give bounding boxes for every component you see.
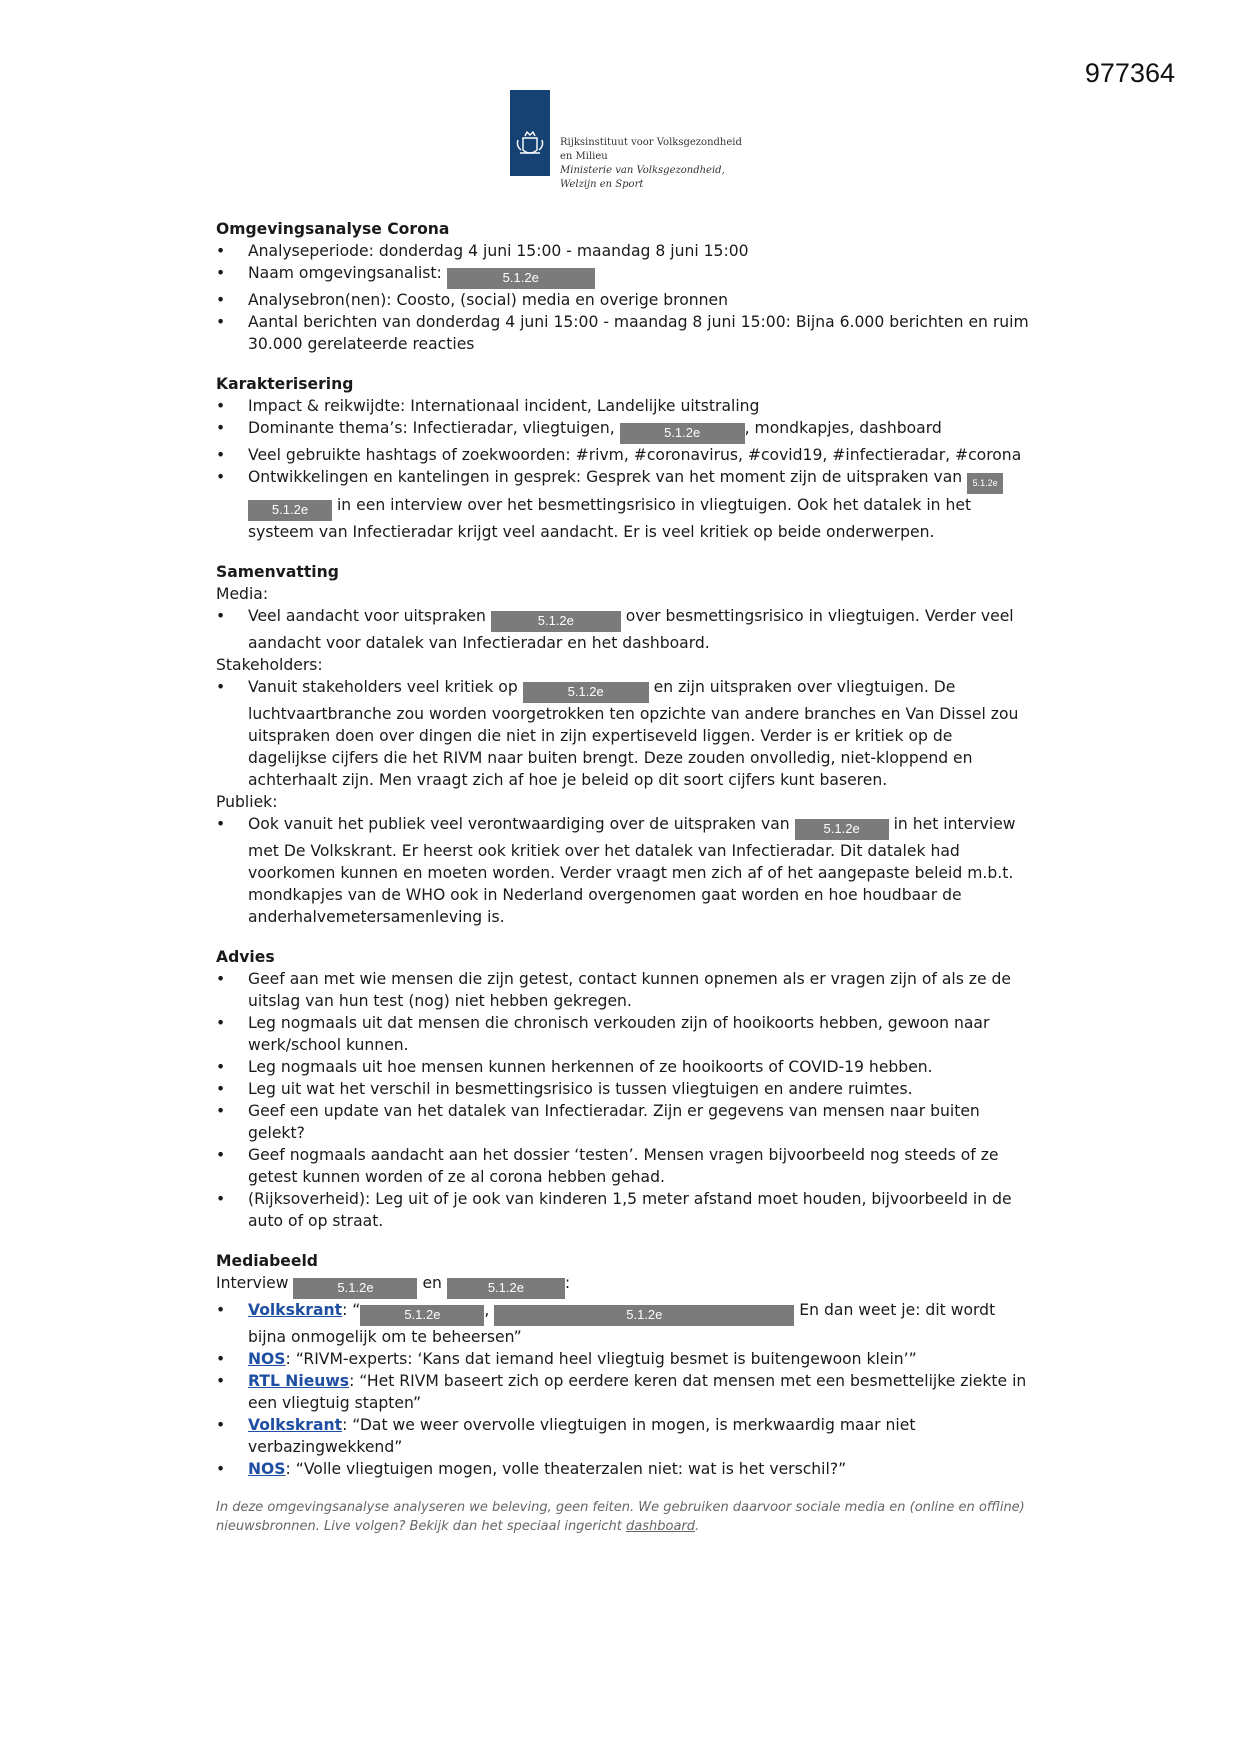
list-item: • Impact & reikwijdte: Internationaal incident, Landelijke uitstraling <box>216 395 1036 417</box>
logo-org-line2: en Milieu <box>560 151 608 162</box>
interview-line: Interview 5.1.2e en 5.1.2e : <box>216 1272 1036 1299</box>
logo-org-line1: Rijksinstituut voor Volksgezondheid <box>560 137 742 148</box>
volkskrant-link[interactable]: Volkskrant <box>248 1301 343 1319</box>
list-item: • Aantal berichten van donderdag 4 juni 15:00 - maandag 8 juni 15:00: Bijna 6.000 berichten en ruim 30.000 gerelateerde reacties <box>216 311 1036 355</box>
volkskrant-link[interactable]: Volkskrant <box>248 1416 343 1434</box>
redaction-box: 5.1.2e <box>447 1278 565 1299</box>
section-title: Mediabeeld <box>216 1252 318 1270</box>
stakeholders-list <box>216 676 1036 791</box>
media-label: Media: <box>216 585 269 603</box>
list-item: • NOS: “Volle vliegtuigen mogen, volle theaterzalen niet: wat is het verschil?” <box>216 1458 1036 1480</box>
list-item: • Leg nogmaals uit hoe mensen kunnen herkennen of ze hooikoorts of COVID-19 hebben. <box>216 1056 1036 1078</box>
list-item: • Geef een update van het datalek van Infectieradar. Zijn er gegevens van mensen naar buiten gelekt? <box>216 1100 1036 1144</box>
list-item: • Analysebron(nen): Coosto, (social) media en overige bronnen <box>216 289 1036 311</box>
redaction-box: 5.1.2e <box>494 1305 794 1326</box>
redaction-box: 5.1.2e <box>491 611 621 632</box>
section-mediabeeld <box>216 1250 1036 1480</box>
list-item: • NOS: “RIVM-experts: ‘Kans dat iemand heel vliegtuig besmet is buitengewoon klein’” <box>216 1348 1036 1370</box>
redaction-box: 5.1.2e <box>293 1278 417 1299</box>
mediabeeld-list <box>216 1299 1036 1480</box>
list-item: • Analyseperiode: donderdag 4 juni 15:00 - maandag 8 juni 15:00 <box>216 240 1036 262</box>
list-item: • Veel aandacht voor uitspraken 5.1.2e over besmettingsrisico in vliegtuigen. Verder veel aandacht voor datalek van Infectieradar en het dashboard. <box>216 605 1036 654</box>
footer-note: In deze omgevingsanalyse analyseren we beleving, geen feiten. We gebruiken daarvoor sociale media en (online en offline) nieuwsbronnen. Live volgen? Bekijk dan het speciaal ingericht dashboard. <box>216 1500 1025 1534</box>
redaction-box: 5.1.2e <box>620 423 745 444</box>
redaction-box: 5.1.2e <box>248 500 332 521</box>
list-item: • Geef aan met wie mensen die zijn getest, contact kunnen opnemen als er vragen zijn of als ze de uitslag van hun test (nog) niet hebben gekregen. <box>216 968 1036 1012</box>
section-samenvatting <box>216 561 1036 928</box>
crest-icon <box>510 90 550 176</box>
logo-ministry-line1: Ministerie van Volksgezondheid, <box>560 165 725 176</box>
publiek-list <box>216 813 1036 928</box>
list-item: • Ook vanuit het publiek veel verontwaardiging over de uitspraken van 5.1.2e in het interview met De Volkskrant. Er heerst ook kritiek over het datalek van Infectieradar. Dit datalek had voorkomen kunnen en moeten worden. Verder vraagt men zich af of het aangepaste beleid m.b.t. mondkapjes van de WHO ook in Nederland overgenomen gaat worden en hoe houdbaar de anderhalvemetersamenleving is. <box>216 813 1036 928</box>
document-number: 977364 <box>1084 58 1175 88</box>
section-title: Samenvatting <box>216 563 339 581</box>
list-item: • Ontwikkelingen en kantelingen in gesprek: Gesprek van het moment zijn de uitspraken van 5.1.2e 5.1.2e in een interview over het besmettingsrisico in vliegtuigen. Ook het datalek in het systeem van Infectieradar krijgt veel aandacht. Er is veel kritiek op beide onderwerpen. <box>216 466 1036 543</box>
section-title: Advies <box>216 948 275 966</box>
list-item: • (Rijksoverheid): Leg uit of je ook van kinderen 1,5 meter afstand moet houden, bijvoorbeeld in de auto of op straat. <box>216 1188 1036 1232</box>
publiek-label: Publiek: <box>216 793 278 811</box>
advice-list <box>216 968 1036 1232</box>
redaction-box: 5.1.2e <box>795 819 889 840</box>
section-advies <box>216 946 1036 1232</box>
list-item: • Volkskrant: “ 5.1.2e , 5.1.2e En dan weet je: dit wordt bijna onmogelijk om te beheersen” <box>216 1299 1036 1348</box>
rivm-logo <box>510 90 770 200</box>
list-item: • Veel gebruikte hashtags of zoekwoorden: #rivm, #coronavirus, #covid19, #infectieradar, #corona <box>216 444 1036 466</box>
document-body <box>216 218 1036 1536</box>
analysis-list <box>216 240 1036 355</box>
redaction-box: 5.1.2e <box>360 1305 484 1326</box>
media-list <box>216 605 1036 654</box>
section-omgevingsanalyse <box>216 218 1036 355</box>
characterisation-list <box>216 395 1036 543</box>
list-item: • Leg uit wat het verschil in besmettingsrisico is tussen vliegtuigen en andere ruimtes. <box>216 1078 1036 1100</box>
list-item: • Dominante thema’s: Infectieradar, vliegtuigen, 5.1.2e , mondkapjes, dashboard <box>216 417 1036 444</box>
nos-link[interactable]: NOS <box>248 1350 286 1368</box>
dashboard-link[interactable]: dashboard <box>626 1519 696 1534</box>
list-item: • Volkskrant: “Dat we weer overvolle vliegtuigen in mogen, is merkwaardig maar niet verbazingwekkend” <box>216 1414 1036 1458</box>
redaction-box: 5.1.2e <box>967 473 1003 494</box>
list-item: • Vanuit stakeholders veel kritiek op 5.1.2e en zijn uitspraken over vliegtuigen. De luchtvaartbranche zou worden voorgetrokken ten opzichte van andere branches en Van Dissel zou uitspraken doen over dingen die niet in zijn expertiseveld liggen. Verder is er kritiek op de dagelijkse cijfers die het RIVM naar buiten brengt. Deze zouden onvolledig, niet-kloppend en achterhaalt zijn. Men vraagt zich af hoe je beleid op dit soort cijfers kunt baseren. <box>216 676 1036 791</box>
section-karakterisering <box>216 373 1036 543</box>
list-item: • Geef nogmaals aandacht aan het dossier ‘testen’. Mensen vragen bijvoorbeeld nog steeds of ze getest kunnen worden of ze al corona hebben gehad. <box>216 1144 1036 1188</box>
rtl-nieuws-link[interactable]: RTL Nieuws <box>248 1372 350 1390</box>
redaction-box: 5.1.2e <box>447 268 595 289</box>
redaction-box: 5.1.2e <box>523 682 649 703</box>
section-title: Karakterisering <box>216 375 354 393</box>
logo-ministry-line2: Welzijn en Sport <box>560 179 644 190</box>
logo-text <box>560 136 742 192</box>
list-item: • Leg nogmaals uit dat mensen die chronisch verkouden zijn of hooikoorts hebben, gewoon naar werk/school kunnen. <box>216 1012 1036 1056</box>
section-title: Omgevingsanalyse Corona <box>216 220 450 238</box>
stakeholders-label: Stakeholders: <box>216 656 323 674</box>
nos-link[interactable]: NOS <box>248 1460 286 1478</box>
list-item: • Naam omgevingsanalist: 5.1.2e <box>216 262 1036 289</box>
logo-emblem <box>510 90 550 176</box>
list-item: • RTL Nieuws: “Het RIVM baseert zich op eerdere keren dat mensen met een besmettelijke ziekte in een vliegtuig stapten” <box>216 1370 1036 1414</box>
